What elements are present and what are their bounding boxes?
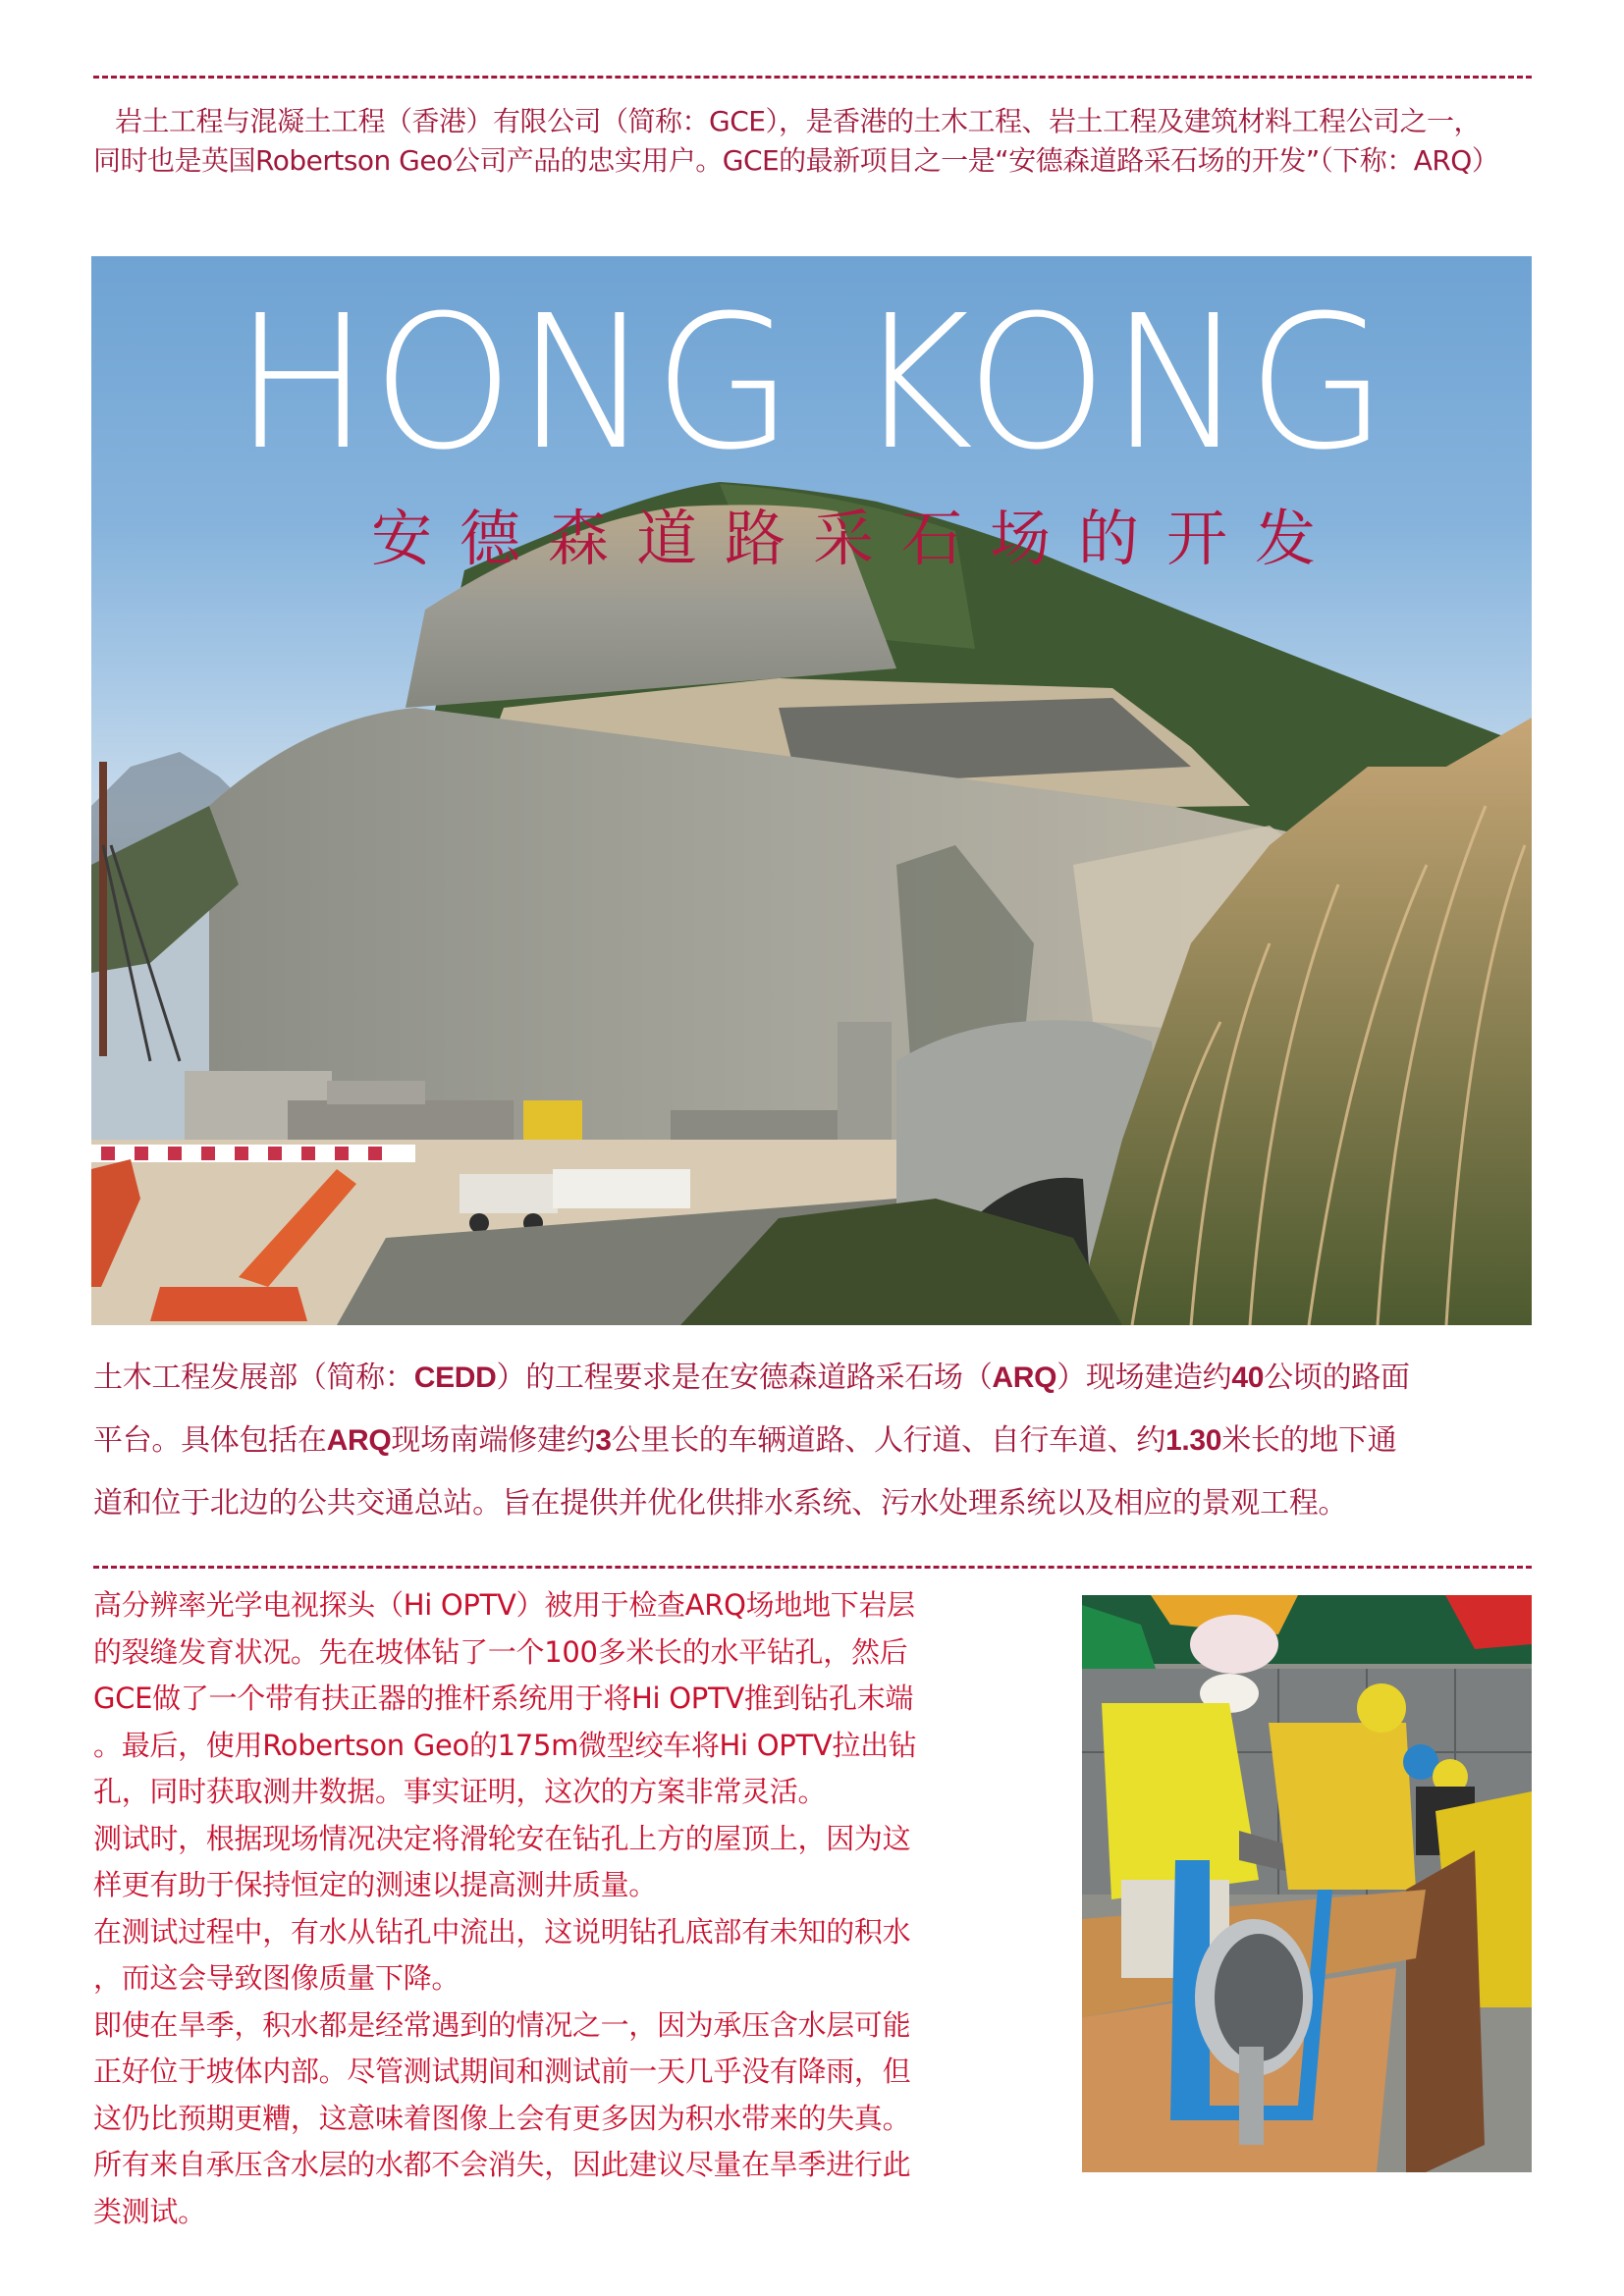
- body-line: 所有来自承压含水层的水都不会消失，因此建议尽量在旱季进行此: [93, 2148, 911, 2181]
- section-divider: [93, 1566, 1532, 1569]
- body-line: 正好位于坡体内部。尽管测试期间和测试前一天几乎没有降雨，但: [93, 2055, 911, 2088]
- project-description: [93, 1347, 1537, 1535]
- body-line: 类测试。: [93, 2194, 206, 2228]
- project-line-2: 平台。具体包括在ARQ现场南端修建约3公里长的车辆道路、人行道、自行车道、约1.30米长的地下通: [93, 1423, 1397, 1458]
- workers-winch-image: [1082, 1595, 1532, 2172]
- winch-operation-photo: [1082, 1595, 1532, 2172]
- body-line: 的裂缝发育状况。先在坡体钻了一个100多米长的水平钻孔，然后: [93, 1634, 908, 1669]
- project-line-3: 道和位于北边的公共交通总站。旨在提供并优化供排水系统、污水处理系统以及相应的景观工程。: [93, 1486, 1348, 1521]
- intro-paragraph: [93, 102, 1624, 181]
- body-line: ，而这会导致图像质量下降。: [93, 1961, 460, 1995]
- body-line: GCE做了一个带有扶正器的推杆系统用于将Hi OPTV推到钻孔末端: [93, 1682, 914, 1715]
- intro-line-1: 岩土工程与混凝土工程（香港）有限公司（简称：GCE），是香港的土木工程、岩土工程及建筑材料工程公司之一，: [115, 105, 1481, 137]
- body-line: 。最后，使用Robertson Geo的175m微型绞车将Hi OPTV拉出钻: [93, 1728, 917, 1762]
- body-line: 高分辨率光学电视探头（Hi OPTV）被用于检查ARQ场地地下岩层: [93, 1588, 915, 1622]
- body-line: 测试时，根据现场情况决定将滑轮安在钻孔上方的屋顶上，因为这: [93, 1821, 911, 1855]
- body-line: 即使在旱季，积水都是经常遇到的情况之一，因为承压含水层可能: [93, 2007, 911, 2042]
- intro-line-2: 同时也是英国Robertson Geo公司产品的忠实用户。GCE的最新项目之一是“安德森道路采石场的开发”（下称：ARQ）: [93, 144, 1499, 177]
- body-line: 这仍比预期更糟，这意味着图像上会有更多因为积水带来的失真。: [93, 2101, 911, 2135]
- hero-photo: [91, 256, 1532, 1325]
- hero-subtitle: 安德森道路采石场的开发: [371, 503, 1344, 574]
- project-line-1: 土木工程发展部（简称：CEDD）的工程要求是在安德森道路采石场（ARQ）现场建造约40公顷的路面: [93, 1361, 1410, 1395]
- body-line: 样更有助于保持恒定的测速以提高测井质量。: [93, 1868, 658, 1901]
- body-line: 在测试过程中，有水从钻孔中流出，这说明钻孔底部有未知的积水: [93, 1914, 911, 1949]
- body-text: [93, 1582, 1036, 2235]
- body-line: 孔，同时获取测井数据。事实证明，这次的方案非常灵活。: [93, 1775, 827, 1808]
- hero-title: HONG KONG: [234, 276, 1389, 491]
- top-divider: [93, 76, 1532, 79]
